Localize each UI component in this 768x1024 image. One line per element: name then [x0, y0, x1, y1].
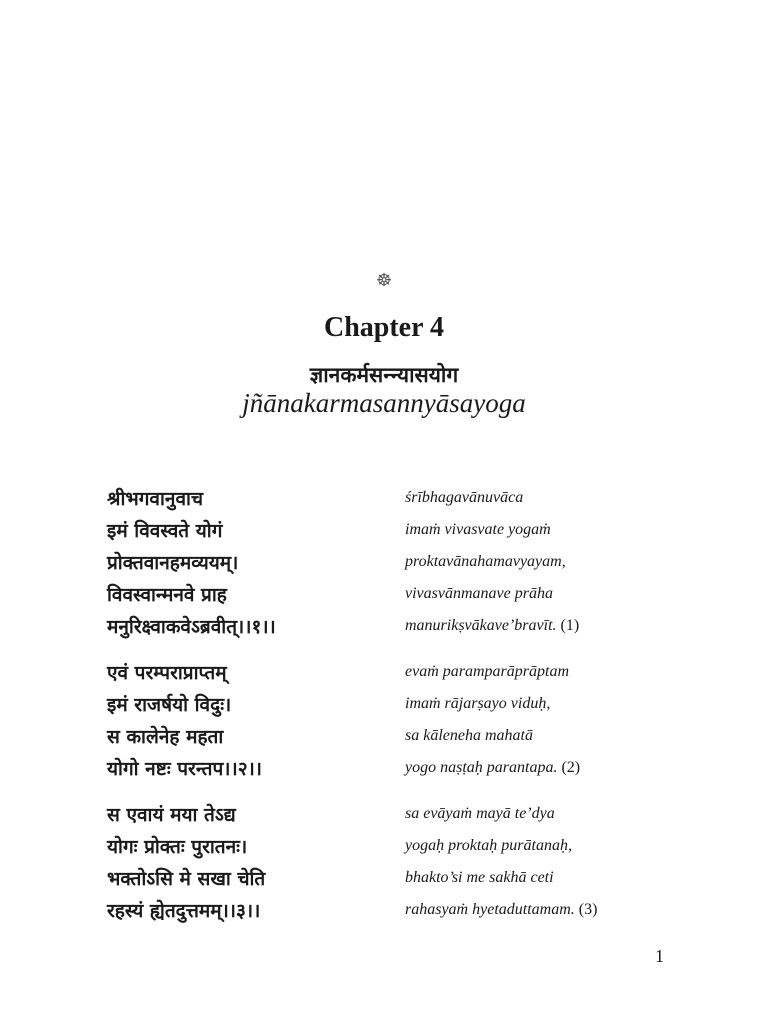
transliteration-line: sa kāleneha mahatā	[405, 727, 533, 744]
transliteration-line: vivasvānmanave prāha	[405, 585, 553, 602]
transliteration-line: imaṁ vivasvate yogaṁ	[405, 521, 551, 538]
devanagari-line: मनुरिक्ष्वाकवेऽब्रवीत्।।१।।	[107, 616, 276, 638]
transliteration-line: sa evāyaṁ mayā te’dya	[405, 805, 555, 822]
chapter-sanskrit-title: ज्ञानकर्मसन्न्यासयोग	[309, 363, 459, 387]
page-number: 1	[655, 946, 664, 966]
devanagari-line: श्रीभगवानुवाच	[107, 488, 204, 510]
verse-1	[0, 482, 768, 642]
verse-line	[0, 720, 768, 752]
transliteration-line: evaṁ paramparāprāptam	[405, 663, 569, 680]
devanagari-line: रहस्यं ह्येतदुत्तमम्।।३।।	[107, 900, 261, 922]
verse-line	[0, 578, 768, 610]
verse-line	[0, 514, 768, 546]
transliteration-line: yogaḥ proktaḥ purātanaḥ,	[405, 837, 572, 854]
devanagari-line: विवस्वान्मनवे प्राह	[107, 584, 227, 606]
transliteration-line: rahasyaṁ hyetaduttamam. (3)	[405, 901, 598, 918]
verse-line	[0, 798, 768, 830]
verse-line	[0, 610, 768, 642]
transliteration-line: proktavānahamavyayam,	[405, 553, 566, 570]
transliteration-line: imaṁ rājarṣayo viduḥ,	[405, 695, 551, 712]
verse-line	[0, 482, 768, 514]
verse-line	[0, 546, 768, 578]
verses-section	[0, 482, 768, 940]
verse-line	[0, 688, 768, 720]
chapter-transliterated-title: jñānakarmasannyāsayoga	[242, 388, 526, 418]
devanagari-line: प्रोक्तवानहमव्ययम्।	[107, 552, 239, 574]
transliteration-line: manurikṣvākave’bravīt. (1)	[405, 617, 580, 634]
devanagari-line: भक्तोऽसि मे सखा चेति	[107, 868, 266, 890]
devanagari-line: योगो नष्टः परन्तप।।२।।	[107, 758, 262, 780]
verse-number: (2)	[561, 759, 581, 776]
verse-line	[0, 862, 768, 894]
transliteration-line: bhakto’si me sakhā ceti	[405, 869, 554, 886]
transliteration-line: yogo naṣṭaḥ parantapa. (2)	[405, 759, 581, 776]
verse-number: (1)	[560, 617, 580, 634]
verse-line	[0, 894, 768, 926]
devanagari-line: योगः प्रोक्तः पुरातनः।	[107, 836, 248, 858]
verse-2	[0, 656, 768, 784]
verse-number: (3)	[578, 901, 598, 918]
devanagari-line: स एवायं मया तेऽद्य	[107, 804, 236, 826]
verse-line	[0, 830, 768, 862]
verse-line	[0, 656, 768, 688]
verse-line	[0, 752, 768, 784]
devanagari-line: स कालेनेह महता	[107, 726, 224, 748]
verse-3	[0, 798, 768, 926]
devanagari-line: एवं परम्पराप्राप्तम्	[107, 662, 227, 684]
devanagari-line: इमं विवस्वते योगं	[107, 520, 223, 542]
transliteration-line: śrībhagavānuvāca	[405, 489, 524, 506]
ornament-icon: ☸	[375, 270, 393, 291]
devanagari-line: इमं राजर्षयो विदुः।	[107, 694, 232, 716]
chapter-title: Chapter 4	[323, 312, 445, 343]
